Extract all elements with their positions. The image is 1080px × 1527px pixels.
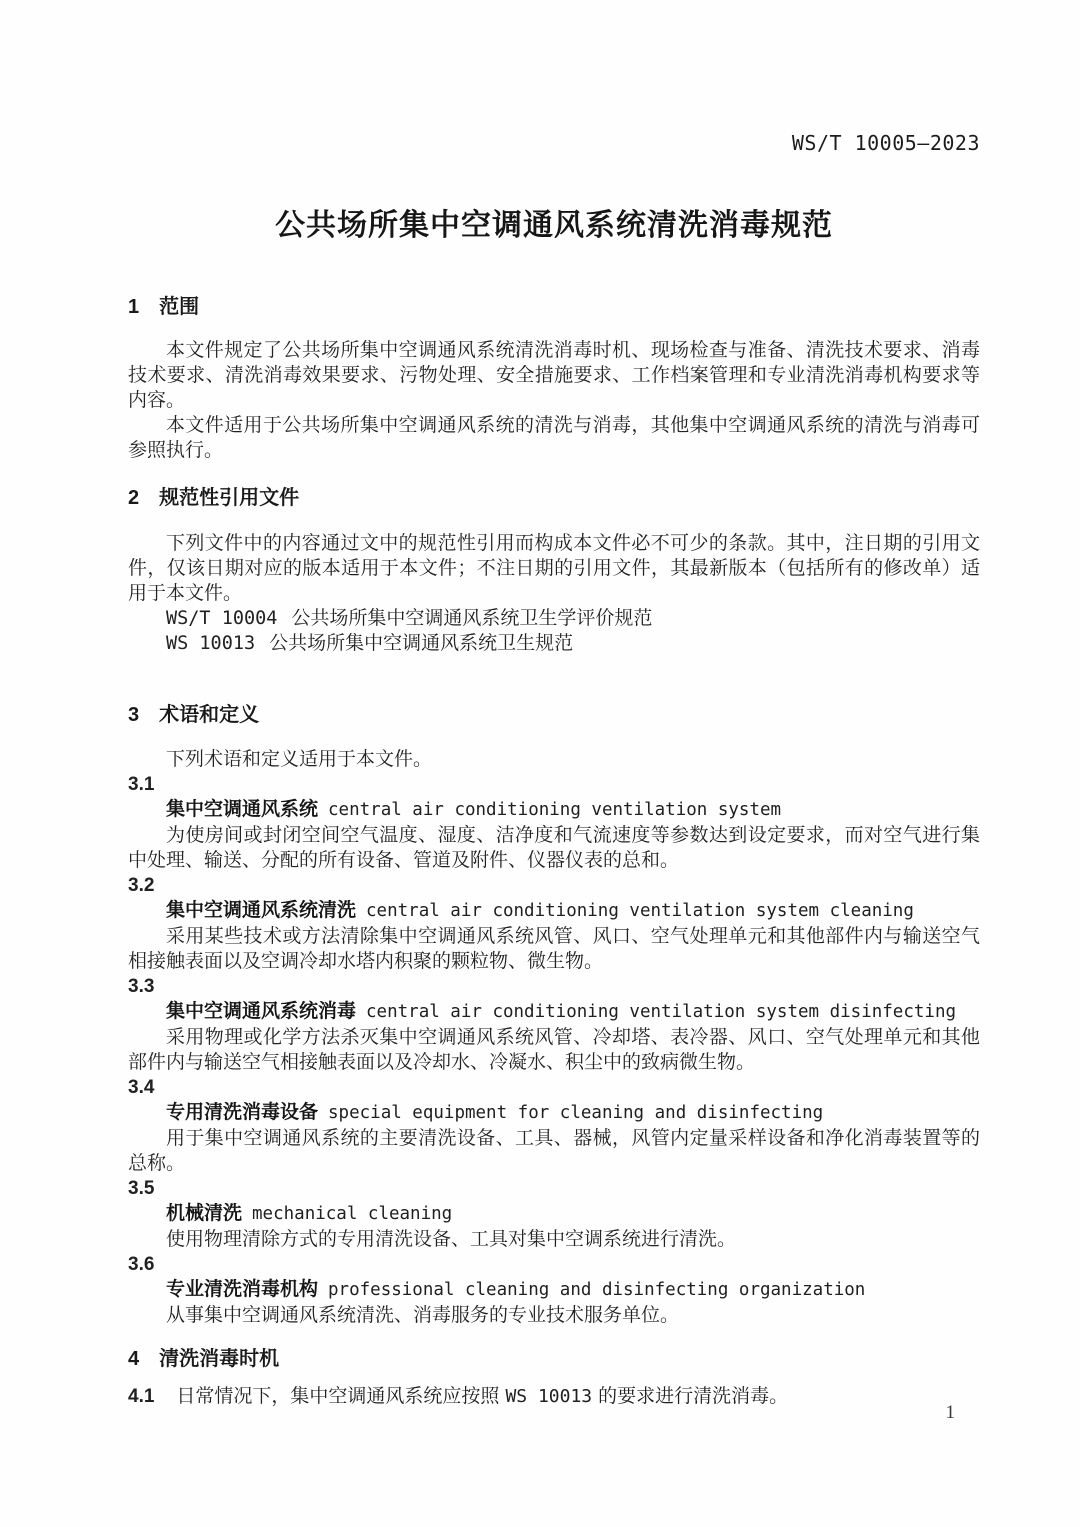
- reference-2-code: WS 10013: [166, 633, 256, 654]
- term-name-line: [128, 898, 980, 924]
- term-name-zh: 集中空调通风系统: [166, 799, 319, 820]
- section-3-number: 3: [128, 704, 140, 726]
- section-1-number: 1: [128, 296, 140, 318]
- term-number: 3.5: [128, 1178, 155, 1199]
- term-definition: 为使房间或封闭空间空气温度、湿度、洁净度和气流速度等参数达到设定要求，而对空气进行集中处理、输送、分配的所有设备、管道及附件、仪器仪表的总和。: [128, 825, 980, 871]
- reference-item-1: [128, 606, 980, 631]
- term-name-en: central air conditioning ventilation system: [328, 800, 782, 820]
- term-name-zh: 集中空调通风系统消毒: [166, 1001, 357, 1022]
- section-2-number: 2: [128, 487, 140, 509]
- term-name-en: mechanical cleaning: [252, 1204, 453, 1224]
- page-number: 1: [945, 1402, 955, 1423]
- term-number: 3.2: [128, 875, 155, 896]
- term-name-en: special equipment for cleaning and disinfecting: [328, 1103, 824, 1123]
- term-name-line: [128, 797, 980, 823]
- term-definition: 采用物理或化学方法杀灭集中空调通风系统风管、冷却塔、表冷器、风口、空气处理单元和其他部件内与输送空气相接触表面以及冷却水、冷凝水、积尘中的致病微生物。: [128, 1027, 980, 1073]
- clause-4-1-ref-code: WS 10013: [505, 1386, 593, 1407]
- term-name-en: central air conditioning ventilation system cleaning: [366, 901, 914, 921]
- term-name-line: [128, 1277, 980, 1303]
- clause-4-1-text-before: 日常情况下，集中空调通风系统应按照: [176, 1386, 500, 1407]
- term-definition: 采用某些技术或方法清除集中空调通风系统风管、风口、空气处理单元和其他部件内与输送空气相接触表面以及空调冷却水塔内积聚的颗粒物、微生物。: [128, 926, 980, 972]
- reference-1-code: WS/T 10004: [166, 608, 278, 629]
- term-block-3-2: [128, 873, 980, 974]
- term-name-zh: 专用清洗消毒设备: [166, 1102, 319, 1123]
- scope-paragraph-2: 本文件适用于公共场所集中空调通风系统的清洗与消毒，其他集中空调通风系统的清洗与消毒可参照执行。: [128, 415, 980, 461]
- term-block-3-1: [128, 772, 980, 873]
- term-definition: 使用物理清除方式的专用清洗设备、工具对集中空调系统进行清洗。: [166, 1229, 737, 1250]
- normative-refs-paragraph: 下列文件中的内容通过文中的规范性引用而构成本文件必不可少的条款。其中，注日期的引用文件，仅该日期对应的版本适用于本文件；不注日期的引用文件，其最新版本（包括所有的修改单）适用于本文件。: [128, 533, 980, 604]
- term-name-line: [128, 1100, 980, 1126]
- term-block-3-3: [128, 974, 980, 1075]
- term-name-en: central air conditioning ventilation system disinfecting: [366, 1002, 957, 1022]
- clause-4-1-text-after: 的要求进行清洗消毒。: [598, 1386, 789, 1407]
- section-1-title: 范围: [159, 296, 200, 318]
- term-name-line: [128, 1201, 980, 1227]
- section-3-title: 术语和定义: [159, 704, 260, 726]
- term-number: 3.6: [128, 1254, 155, 1275]
- section-3-heading: [128, 702, 980, 728]
- term-block-3-6: [128, 1252, 980, 1328]
- clause-4-1-number: 4.1: [128, 1386, 155, 1407]
- clause-4-1: [128, 1384, 980, 1409]
- reference-1-title: 公共场所集中空调通风系统卫生学评价规范: [291, 608, 653, 629]
- document-title: 公共场所集中空调通风系统清洗消毒规范: [275, 209, 833, 242]
- term-name-en: professional cleaning and disinfecting organization: [328, 1280, 866, 1300]
- standard-code: WS/T 10005—2023: [791, 131, 980, 155]
- term-name-zh: 机械清洗: [166, 1203, 243, 1224]
- term-name-line: [128, 999, 980, 1025]
- term-name-zh: 集中空调通风系统清洗: [166, 900, 357, 921]
- reference-item-2: [128, 631, 980, 656]
- section-2-title: 规范性引用文件: [159, 487, 300, 509]
- scope-paragraph-1: 本文件规定了公共场所集中空调通风系统清洗消毒时机、现场检查与准备、清洗技术要求、消毒技术要求、清洗消毒效果要求、污物处理、安全措施要求、工作档案管理和专业清洗消毒机构要求等内容。: [128, 340, 980, 411]
- terms-intro: 下列术语和定义适用于本文件。: [166, 749, 433, 770]
- section-4-title: 清洗消毒时机: [159, 1348, 280, 1370]
- section-4-number: 4: [128, 1348, 140, 1370]
- term-block-3-4: [128, 1075, 980, 1176]
- term-name-zh: 专业清洗消毒机构: [166, 1279, 319, 1300]
- term-definition: 用于集中空调通风系统的主要清洗设备、工具、器械，风管内定量采样设备和净化消毒装置等的总称。: [128, 1128, 980, 1174]
- reference-2-title: 公共场所集中空调通风系统卫生规范: [269, 633, 574, 654]
- term-block-3-5: [128, 1176, 980, 1252]
- section-4-heading: [128, 1346, 980, 1372]
- term-number: 3.1: [128, 774, 155, 795]
- term-number: 3.3: [128, 976, 155, 997]
- section-1-heading: [128, 294, 980, 320]
- term-definition: 从事集中空调通风系统清洗、消毒服务的专业技术服务单位。: [166, 1305, 680, 1326]
- section-2-heading: [128, 485, 980, 511]
- term-number: 3.4: [128, 1077, 155, 1098]
